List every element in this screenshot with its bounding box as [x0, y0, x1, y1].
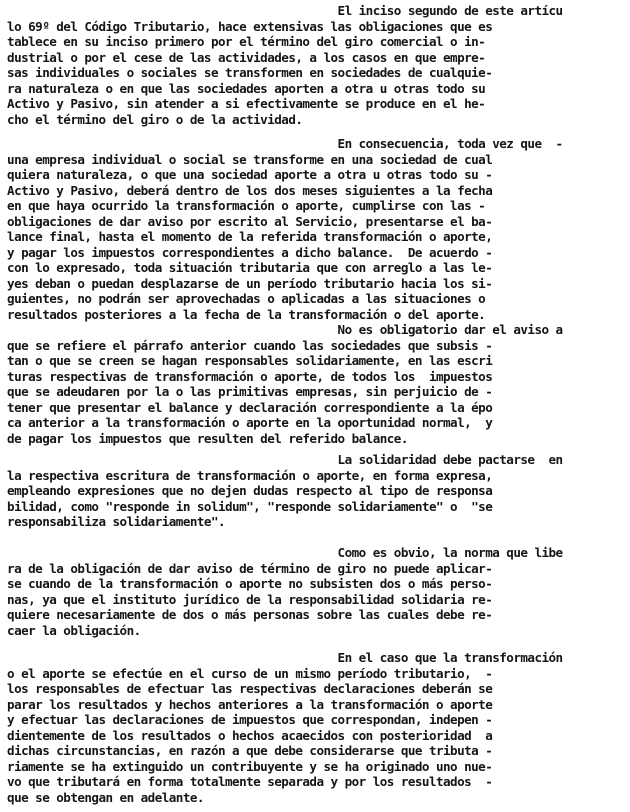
text-line: vo que tributará en forma totalmente separada y por los resultados -: [0, 774, 493, 789]
text-line: guientes, no podrán ser aprovechadas o aplicadas a las situaciones o: [0, 291, 486, 306]
text-line: quiera naturaleza, o que una sociedad aporte a otra u otras todo su -: [0, 167, 493, 182]
text-line: Activo y Pasivo, sin atender a si efectivamente se produce en el he-: [0, 96, 486, 111]
text-line: ca anterior a la transformación o aporte en la oportunidad normal, y: [0, 415, 493, 430]
text-line: que se refiere el párrafo anterior cuando las sociedades que subsis -: [0, 337, 493, 353]
text-line: yes deban o puedan desplazarse de un período tributario hacia los si-: [0, 275, 493, 291]
text-line: dustrial o por el cese de las actividades, a los casos en que empre-: [0, 49, 486, 65]
paragraph-5: [0, 545, 630, 638]
text-line: Como es obvio, la norma que libe: [0, 545, 563, 560]
text-line: ra de la obligación de dar aviso de término de giro no puede aplicar-: [0, 560, 493, 576]
text-line: bilidad, como "responde in solidum", "responde solidariamente" o "se: [0, 498, 493, 514]
paragraph-6: [0, 650, 630, 805]
text-line: tan o que se creen se hagan responsables solidariamente, en las escri: [0, 353, 493, 368]
text-line: tablece en su inciso primero por el término del giro comercial o in-: [0, 34, 486, 49]
paragraph-3: [0, 322, 630, 446]
text-line: obligaciones de dar aviso por escrito al Servicio, presentarse el ba-: [0, 213, 493, 229]
text-line: parar los resultados y hechos anteriores a la transformación o aporte: [0, 696, 493, 712]
text-line: riamente se ha extinguido un contribuyente y se ha originado uno nue-: [0, 758, 493, 774]
text-line: quiere necesariamente de dos o más personas sobre las cuales debe re-: [0, 607, 493, 622]
text-line: empleando expresiones que no dejen dudas respecto al tipo de responsa: [0, 483, 493, 498]
text-line: o el aporte se efectúe en el curso de un mismo período tributario, -: [0, 665, 493, 681]
text-line: resultados posteriores a la fecha de la transformación o del aporte.: [0, 306, 486, 322]
text-line: los responsables de efectuar las respectivas declaraciones deberán se: [0, 681, 493, 696]
text-line: No es obligatorio dar el aviso a: [0, 322, 563, 337]
text-line: una empresa individual o social se transforme en una sociedad de cual: [0, 151, 493, 167]
text-line: y pagar los impuestos correspondientes a dicho balance. De acuerdo -: [0, 244, 493, 260]
text-line: La solidaridad debe pactarse en: [0, 452, 563, 467]
text-line: dichas circunstancias, en razón a que debe considerarse que tributa -: [0, 743, 493, 758]
text-line: En el caso que la transformación: [0, 650, 563, 665]
text-line: y efectuar las declaraciones de impuestos que correspondan, indepen -: [0, 712, 493, 727]
text-line: responsabiliza solidariamente".: [0, 514, 226, 529]
text-line: En consecuencia, toda vez que -: [0, 136, 563, 151]
text-line: nas, ya que el instituto jurídico de la responsabilidad solidaria re-: [0, 591, 493, 607]
paragraph-1: [0, 3, 630, 127]
text-line: Activo y Pasivo, deberá dentro de los dos meses siguientes a la fecha: [0, 182, 493, 198]
paragraph-2: [0, 136, 630, 322]
text-line: se cuando de la transformación o aporte no subsisten dos o más perso-: [0, 576, 493, 591]
text-line: sas individuales o sociales se transformen en sociedades de cualquie-: [0, 65, 493, 80]
text-line: en que haya ocurrido la transformación o aporte, cumplirse con las -: [0, 198, 486, 213]
text-line: turas respectivas de transformación o aporte, de todos los impuestos: [0, 368, 493, 384]
text-line: lo 69º del Código Tributario, hace extensivas las obligaciones que es: [0, 18, 493, 34]
text-line: dientemente de los resultados o hechos acaecidos con posterioridad a: [0, 727, 493, 743]
text-line: que se adeudaren por la o las primitivas empresas, sin perjuicio de -: [0, 384, 493, 399]
text-line: que se obtengan en adelante.: [0, 789, 204, 805]
text-line: la respectiva escritura de transformación o aporte, en forma expresa,: [0, 467, 493, 483]
text-line: tener que presentar el balance y declaración correspondiente a la épo: [0, 399, 493, 415]
text-line: lance final, hasta el momento de la referida transformación o aporte,: [0, 229, 493, 244]
text-line: cho el término del giro o de la actividad.: [0, 111, 303, 127]
text-line: de pagar los impuestos que resulten del referido balance.: [0, 430, 408, 446]
text-line: ra naturaleza o en que las sociedades aporten a otra u otras todo su: [0, 80, 486, 96]
text-line: con lo expresado, toda situación tributaria que con arreglo a las le-: [0, 260, 493, 275]
text-line: caer la obligación.: [0, 622, 141, 638]
paragraph-4: [0, 452, 630, 530]
text-line: El inciso segundo de este artícu: [0, 3, 563, 18]
